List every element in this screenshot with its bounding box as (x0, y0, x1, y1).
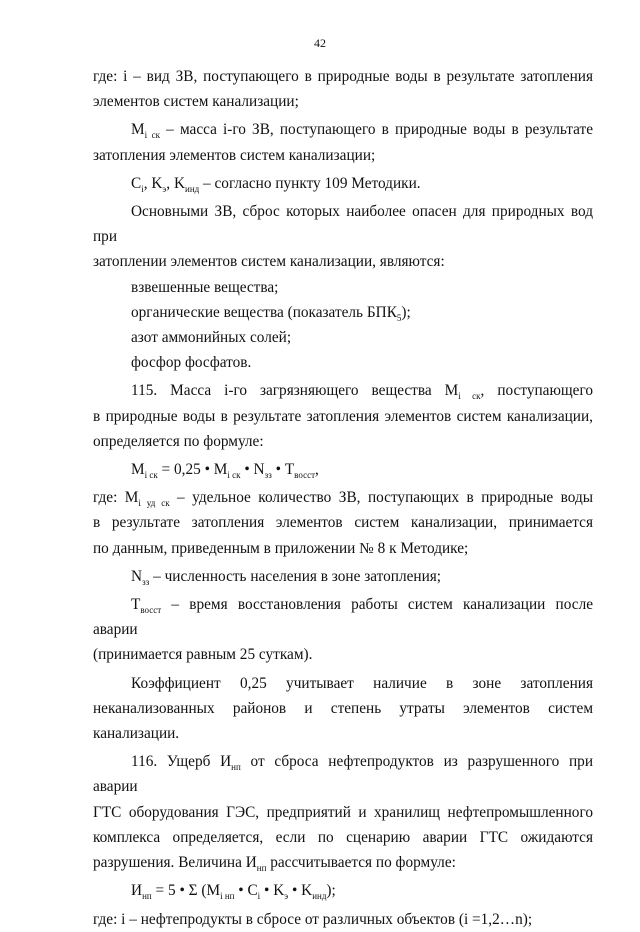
text-run: • T (271, 461, 295, 479)
text-run: от сброса нефтепродуктов из разрушенного при аварии (93, 753, 593, 796)
text-run: по данным, приведенным в приложении № 8 к Методике; (93, 539, 469, 557)
subscript: i (141, 183, 144, 194)
text-line (93, 671, 593, 696)
text-run: (принимается равным 25 суткам). (93, 646, 313, 664)
text-run: затопления элементов систем канализации; (93, 146, 376, 164)
text-line (93, 749, 593, 799)
subscript: i ск (144, 130, 161, 141)
list-item (93, 350, 593, 375)
text-line (93, 143, 593, 168)
text-line (93, 64, 593, 89)
text-run: • K (288, 882, 313, 900)
text-run: Коэффициент 0,25 учитывает наличие в зоне затопления (131, 674, 593, 692)
text-run: разрушения. Величина И (93, 854, 257, 872)
text-run: – согласно пункту 109 Методики. (199, 174, 421, 192)
text-run: – удельное количество ЗВ, поступающих в природные воды (169, 489, 594, 507)
text-line (93, 429, 593, 454)
text-run: органические вещества (показатель БПК (131, 303, 397, 321)
subscript: э (284, 891, 289, 902)
text-line (93, 89, 593, 114)
list-item (93, 325, 593, 350)
text-run: C (131, 174, 142, 192)
subscript: э (162, 183, 167, 194)
subscript: i ск (458, 391, 481, 402)
text-run: в результате затопления элементов систем канализации, принимается (93, 514, 593, 532)
text-run: • N (240, 461, 265, 479)
text-line (93, 800, 593, 825)
subscript: i ск (227, 470, 241, 481)
text-line (93, 825, 593, 850)
text-run: = 5 • Σ (M (151, 882, 221, 900)
subscript: нп (142, 891, 152, 902)
text-run: = 0,25 • M (157, 461, 228, 479)
text-run: Основными ЗВ, сброс которых наиболее опасен для природных вод при (93, 203, 593, 246)
text-run: азот аммонийных солей; (131, 329, 292, 347)
text-line (93, 696, 593, 746)
subscript: нп (256, 863, 267, 874)
page-number: 42 (314, 36, 326, 50)
text-run: рассчитывается по формуле: (266, 854, 456, 872)
text-run: – время восстановления работы систем канализации после аварии (93, 596, 593, 639)
subscript: i ск (144, 470, 158, 481)
text-line (93, 404, 593, 429)
text-line (93, 485, 593, 510)
text-run: где: i – вид ЗВ, поступающего в природные воды в результате затопления (93, 68, 593, 85)
text-line (93, 199, 593, 249)
text-run: где: i – нефтепродукты в сбросе от различных объектов (i =1,2…n); (93, 910, 533, 928)
subscript: 5 (396, 312, 402, 323)
text-run: определяется по формуле: (93, 432, 264, 450)
subscript: i уд ск (138, 498, 170, 509)
text-run: ); (401, 303, 411, 321)
text-line (93, 907, 593, 932)
text-run: ГТС оборудования ГЭС, предприятий и хранилищ нефтепромышленного (93, 803, 593, 821)
subscript: зз (264, 470, 272, 481)
subscript: восст (294, 470, 316, 481)
text-line (93, 378, 593, 403)
text-line (93, 536, 593, 561)
text-run: взвешенные вещества; (131, 278, 279, 296)
text-run: – масса i-го ЗВ, поступающего в природные воды в результате (160, 121, 593, 139)
text-run: 116. Ущерб И (131, 753, 232, 771)
text-run: затоплении элементов систем канализации, являются: (93, 253, 445, 271)
page-body (93, 64, 593, 932)
text-run: – численность населения в зоне затопления; (149, 567, 442, 585)
text-line (93, 564, 593, 589)
subscript: зз (142, 576, 150, 587)
text-run: , поступающего (480, 382, 593, 400)
text-line (93, 642, 593, 667)
list-item (93, 300, 593, 325)
text-run: И (131, 882, 143, 900)
text-run: где: M (93, 489, 139, 507)
formula (93, 457, 593, 482)
list-item (93, 275, 593, 300)
text-line (93, 592, 593, 642)
subscript: инд (185, 183, 200, 194)
text-line (93, 117, 593, 142)
text-run: элементов систем канализации; (93, 93, 299, 111)
formula (93, 878, 593, 903)
text-run: в природные воды в результате затопления элементов систем канализации, (93, 407, 593, 425)
text-run: ); (326, 882, 336, 900)
text-run: , K (166, 174, 185, 192)
subscript: i нп (220, 891, 235, 902)
text-run: , K (143, 174, 163, 192)
text-line (93, 171, 593, 196)
text-run: N (131, 567, 143, 585)
text-run: M (131, 121, 145, 139)
text-line (93, 249, 593, 274)
subscript: i (257, 891, 261, 902)
text-run: M (131, 461, 145, 479)
text-run: • K (260, 882, 285, 900)
text-line (93, 850, 593, 875)
text-run: фосфор фосфатов. (131, 354, 252, 372)
text-run: 115. Масса i-го загрязняющего вещества M (131, 382, 459, 400)
text-run: • C (234, 882, 258, 900)
text-run: T (131, 596, 141, 614)
text-run: неканализованных районов и степень утраты элементов систем канализации. (93, 699, 593, 743)
subscript: нп (231, 762, 241, 773)
text-run: , (315, 461, 319, 479)
subscript: восст (140, 605, 162, 616)
text-run: комплекса определяется, если по сценарию аварии ГТС ожидаются (93, 828, 593, 846)
subscript: инд (312, 891, 327, 902)
text-line (93, 510, 593, 535)
